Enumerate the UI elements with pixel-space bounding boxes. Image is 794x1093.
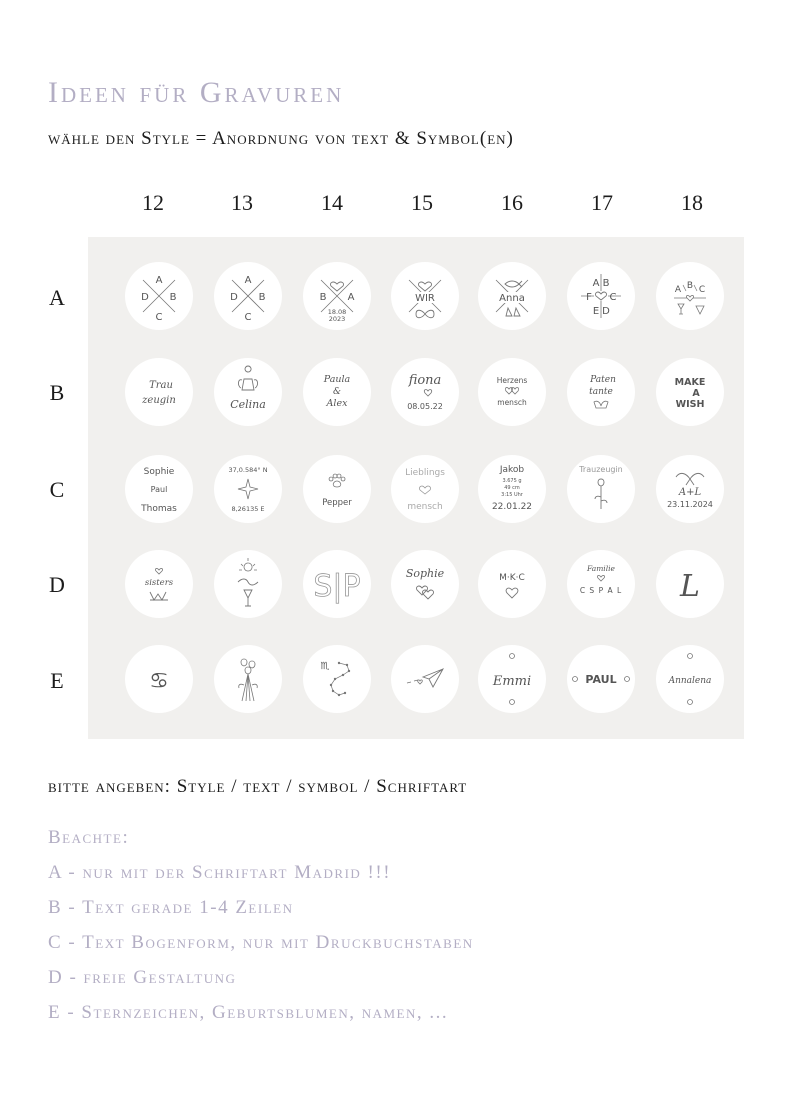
hands-icon bbox=[594, 401, 608, 408]
engraving-text: MAKE bbox=[674, 377, 706, 388]
engraving-text: A+L bbox=[678, 487, 702, 498]
engraving-text: 37,0.584° N bbox=[228, 466, 268, 474]
order-instructions: bitte angeben: Style / text / symbol / Schriftart bbox=[48, 776, 468, 797]
engraving-text: Trau bbox=[149, 380, 173, 391]
note-style-e: E - Sternzeichen, Geburtsblumen, namen, ... bbox=[48, 1002, 449, 1023]
engraving-text: & bbox=[332, 387, 342, 397]
engraving-d14 bbox=[303, 550, 371, 618]
engraving-text: A bbox=[155, 275, 163, 286]
hole-icon bbox=[688, 700, 693, 705]
engraving-text: C bbox=[244, 312, 252, 323]
engraving-a12 bbox=[125, 262, 193, 330]
hole-icon bbox=[688, 654, 693, 659]
row-label-a: A bbox=[49, 285, 65, 310]
engraving-text: D bbox=[230, 292, 238, 303]
heart-icon bbox=[424, 390, 431, 396]
engraving-text: A bbox=[692, 388, 700, 399]
engraving-text: A bbox=[244, 275, 252, 286]
hole-icon bbox=[510, 700, 515, 705]
engraving-d13 bbox=[214, 550, 282, 618]
hole-icon bbox=[625, 677, 630, 682]
engraving-text: fiona bbox=[408, 373, 442, 388]
engraving-e15 bbox=[391, 645, 459, 713]
engraving-c15 bbox=[391, 455, 459, 523]
fish-icon bbox=[505, 281, 522, 287]
engraving-text: D bbox=[141, 292, 149, 303]
engraving-c18 bbox=[656, 455, 724, 523]
engraving-b18 bbox=[656, 358, 724, 426]
paw-icon bbox=[329, 474, 345, 487]
engraving-text: B bbox=[169, 292, 177, 303]
column-header-16: 16 bbox=[501, 190, 523, 215]
engraving-d17 bbox=[567, 550, 635, 618]
zodiac-scorpio-icon: ♏ bbox=[320, 661, 330, 672]
column-header-12: 12 bbox=[142, 190, 164, 215]
row-label-e: E bbox=[50, 668, 64, 693]
wine-glass-icon bbox=[678, 304, 684, 314]
engraving-text: Trauzeugin bbox=[579, 465, 623, 474]
engraving-text: 8,26135 E bbox=[231, 505, 265, 513]
engraving-e13 bbox=[214, 645, 282, 713]
heart-icon bbox=[597, 575, 604, 581]
flower-bouquet-icon bbox=[239, 659, 258, 701]
engraving-c12 bbox=[125, 455, 193, 523]
column-header-17: 17 bbox=[591, 190, 613, 215]
compass-icon bbox=[238, 479, 258, 499]
engraving-text: D bbox=[602, 306, 610, 317]
hole-icon bbox=[573, 677, 578, 682]
flower-icon bbox=[595, 479, 607, 509]
heart-icon bbox=[155, 568, 162, 574]
engraving-text: 3.675 g bbox=[502, 478, 522, 484]
page-subtitle: wähle den Style = Anordnung von text & Symbol(en) bbox=[48, 128, 514, 149]
note-style-d: D - freie Gestaltung bbox=[48, 967, 237, 988]
notes-heading: Beachte: bbox=[48, 827, 130, 848]
engraving-b14 bbox=[303, 358, 371, 426]
hearts-icon bbox=[416, 586, 433, 599]
engraving-text: WIR bbox=[415, 293, 435, 304]
engraving-b12 bbox=[125, 358, 193, 426]
engraving-text: Paten bbox=[590, 375, 616, 385]
engraving-text: F bbox=[586, 292, 592, 303]
engraving-text: B bbox=[258, 292, 266, 303]
heart-icon bbox=[419, 486, 430, 494]
engraving-text: A bbox=[674, 285, 682, 295]
engraving-text: mensch bbox=[497, 398, 527, 407]
engraving-text: S|P bbox=[313, 569, 361, 604]
engraving-text: Paula bbox=[323, 374, 351, 385]
engraving-text: B bbox=[319, 292, 327, 303]
row-label-d: D bbox=[49, 572, 65, 597]
engraving-a14 bbox=[303, 262, 371, 330]
engraving-text: Jakob bbox=[499, 465, 525, 475]
engraving-text: 49 cm bbox=[504, 485, 520, 491]
column-header-15: 15 bbox=[411, 190, 433, 215]
engraving-text: Herzens bbox=[496, 376, 528, 385]
engraving-e17 bbox=[567, 645, 635, 713]
engraving-text: Thomas bbox=[141, 504, 177, 514]
engraving-text: Lieblings bbox=[405, 468, 445, 478]
engraving-e14 bbox=[303, 645, 371, 713]
column-header-14: 14 bbox=[321, 190, 343, 215]
paper-plane-icon bbox=[423, 669, 443, 687]
heart-hands-icon bbox=[676, 473, 704, 485]
engraving-e16 bbox=[478, 645, 546, 713]
engraving-b15 bbox=[391, 358, 459, 426]
engraving-c14 bbox=[303, 455, 371, 523]
engraving-text: Pepper bbox=[322, 498, 352, 508]
engraving-a17 bbox=[567, 262, 635, 330]
engraving-text: mensch bbox=[407, 502, 443, 512]
dotted-trail-icon bbox=[407, 680, 418, 683]
sun-icon bbox=[239, 558, 257, 571]
heart-icon bbox=[506, 588, 518, 598]
engraving-text: C bbox=[609, 292, 617, 303]
engraving-text: 22.01.22 bbox=[491, 502, 533, 512]
engraving-b16 bbox=[478, 358, 546, 426]
engraving-text: 2023 bbox=[328, 315, 346, 323]
engraving-text: Paul bbox=[150, 485, 168, 494]
engraving-text: Sophie bbox=[143, 467, 175, 477]
engraving-text: Annalena bbox=[668, 676, 712, 686]
infinity-icon bbox=[416, 310, 434, 318]
engraving-e12 bbox=[125, 645, 193, 713]
engraving-text: 23.11.2024 bbox=[667, 500, 713, 509]
engraving-text: sisters bbox=[144, 578, 174, 588]
engraving-d12 bbox=[125, 550, 193, 618]
pizza-icon bbox=[696, 306, 704, 314]
engraving-text: Anna bbox=[499, 293, 525, 304]
engraving-text: A bbox=[592, 278, 600, 289]
engraving-text: Sophie bbox=[405, 567, 445, 580]
page-title: Ideen für Gravuren bbox=[48, 76, 345, 109]
column-header-18: 18 bbox=[681, 190, 703, 215]
engraving-d15 bbox=[391, 550, 459, 618]
heart-icon bbox=[686, 295, 693, 301]
heart-icon bbox=[418, 680, 423, 684]
engraving-a18 bbox=[656, 262, 724, 330]
engraving-text: 08.05.22 bbox=[407, 402, 443, 411]
engraving-text: zeugin bbox=[142, 395, 176, 406]
engraving-text: B bbox=[602, 278, 610, 289]
engraving-text: tante bbox=[589, 387, 613, 397]
heart-icon bbox=[418, 282, 431, 291]
engraving-text: PAUL bbox=[585, 673, 617, 686]
engraving-text: E bbox=[592, 306, 600, 317]
column-header-13: 13 bbox=[231, 190, 253, 215]
engraving-a13 bbox=[214, 262, 282, 330]
engraving-d16 bbox=[478, 550, 546, 618]
engraving-text: Emmi bbox=[492, 674, 532, 689]
note-style-b: B - Text gerade 1-4 Zeilen bbox=[48, 897, 294, 918]
row-label-c: C bbox=[49, 477, 65, 502]
engraving-text: B bbox=[686, 281, 694, 291]
wine-glass-icon bbox=[244, 590, 252, 606]
note-style-a: A - nur mit der Schriftart Madrid !!! bbox=[48, 862, 392, 883]
hearts-icon bbox=[505, 388, 518, 394]
engraving-text: C bbox=[155, 312, 163, 323]
engraving-text: 18.08 bbox=[327, 308, 347, 316]
engraving-text: C bbox=[698, 285, 706, 295]
engraving-d18 bbox=[656, 550, 724, 618]
engraving-text: C S P A L bbox=[579, 586, 623, 595]
engraving-text: Celina bbox=[230, 398, 266, 411]
engraving-text: M·K·C bbox=[499, 573, 525, 583]
engraving-b17 bbox=[567, 358, 635, 426]
engraving-a15 bbox=[391, 262, 459, 330]
engraving-c17 bbox=[567, 455, 635, 523]
angel-icon bbox=[238, 366, 257, 390]
row-label-b: B bbox=[49, 380, 65, 405]
engraving-text: A bbox=[347, 292, 355, 303]
wave-icon bbox=[238, 579, 258, 585]
engraving-e18 bbox=[656, 645, 724, 713]
engraving-text: L bbox=[680, 569, 700, 604]
engraving-text: Familie bbox=[587, 564, 615, 573]
bells-icon bbox=[506, 308, 520, 316]
zodiac-cancer-icon: ♋ bbox=[149, 669, 169, 694]
engraving-c13 bbox=[214, 455, 282, 523]
hole-icon bbox=[510, 654, 515, 659]
notes-list bbox=[48, 820, 474, 1030]
hands-icon bbox=[150, 592, 168, 600]
engraving-a16 bbox=[478, 262, 546, 330]
engraving-text: Alex bbox=[326, 398, 348, 409]
engraving-b13 bbox=[214, 358, 282, 426]
engraving-text: 3:15 Uhr bbox=[501, 492, 523, 498]
engraving-c16 bbox=[478, 455, 546, 523]
note-style-c: C - Text Bogenform, nur mit Druckbuchstaben bbox=[48, 932, 474, 953]
heart-icon bbox=[330, 282, 343, 291]
engraving-text: WISH bbox=[675, 399, 705, 410]
